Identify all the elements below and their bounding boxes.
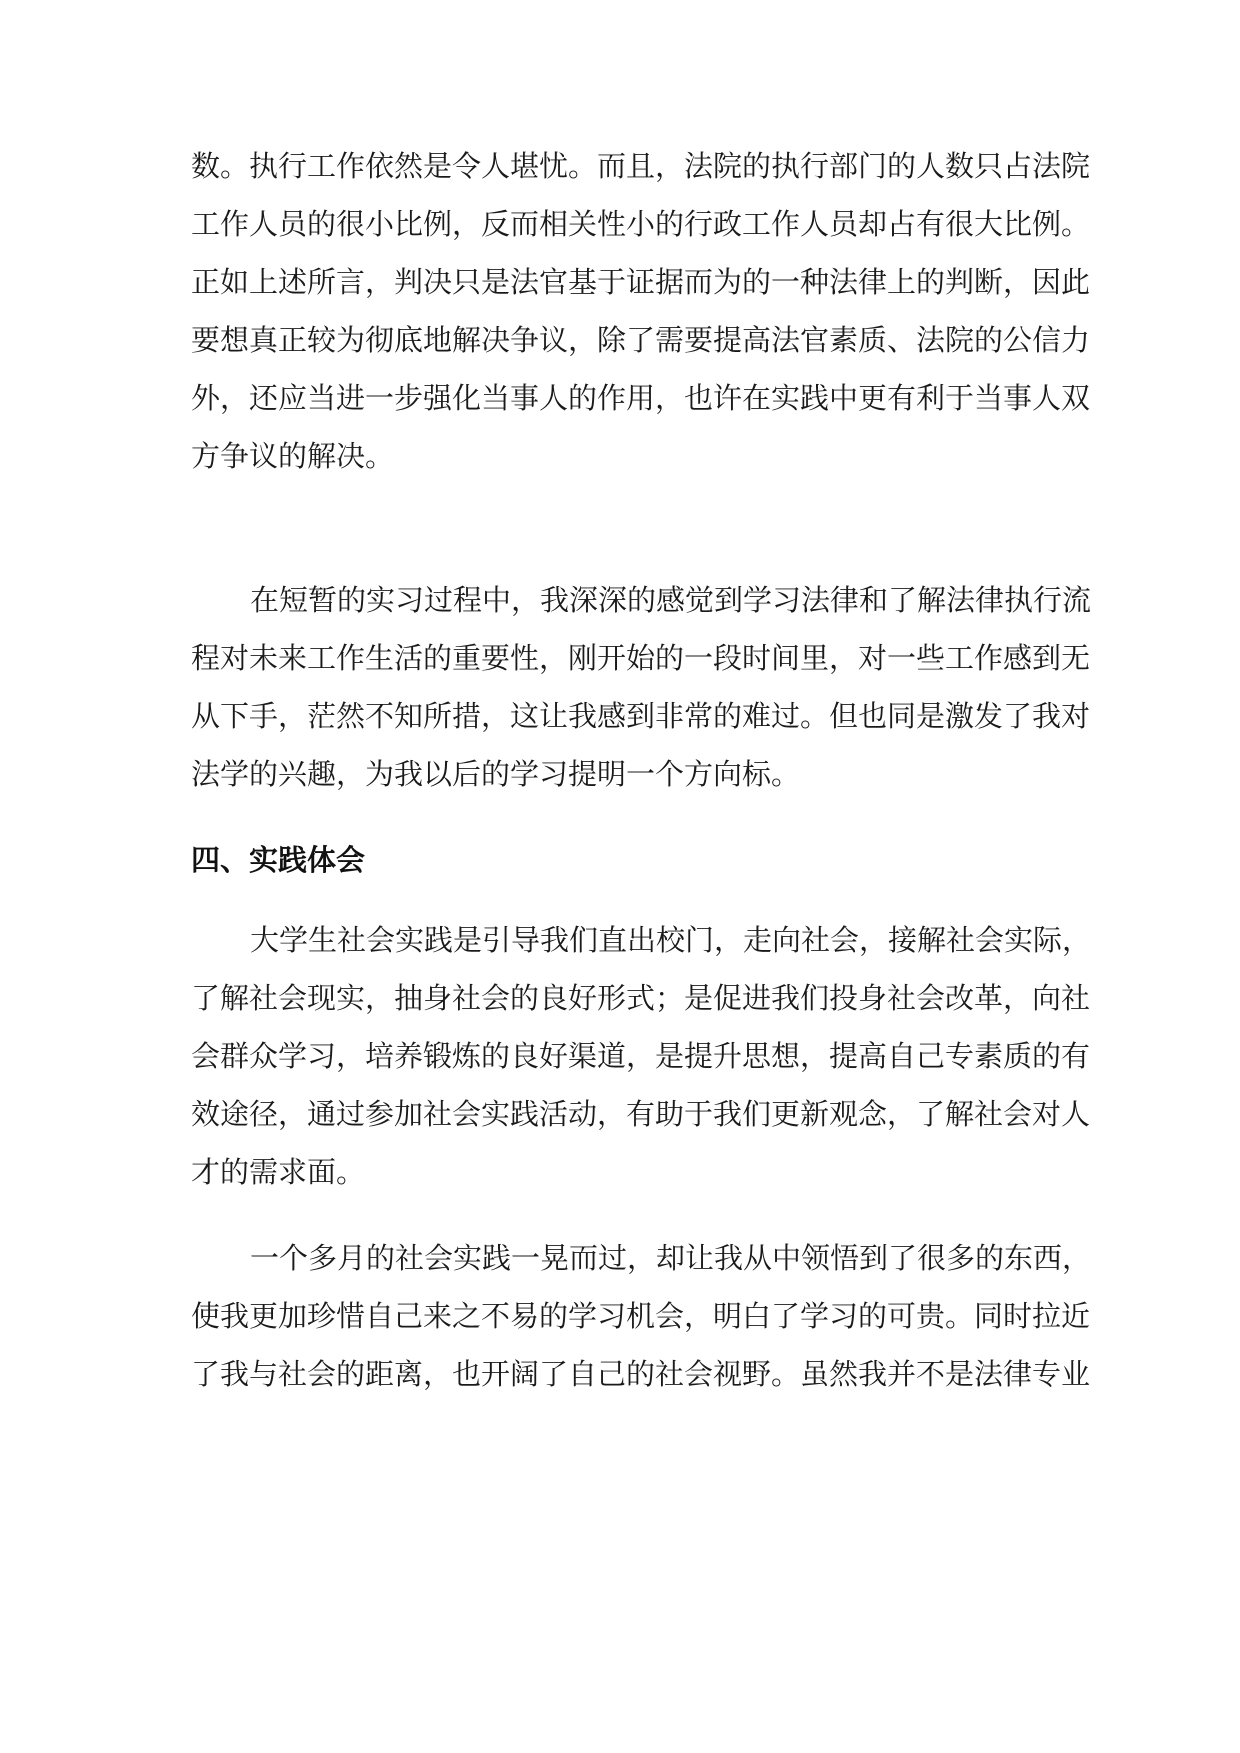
paragraph-1-line-6: 方争议的解决。 — [191, 439, 395, 473]
paragraph-3-line-4: 效途径，通过参加社会实践活动，有助于我们更新观念，了解社会对人 — [191, 1097, 1091, 1131]
paragraph-2-line-3: 从下手，茫然不知所措，这让我感到非常的难过。但也同是激发了我对 — [191, 699, 1091, 733]
paragraph-2-line-1: 在短暂的实习过程中，我深深的感觉到学习法律和了解法律执行流 — [250, 583, 1092, 617]
paragraph-1-line-2: 工作人员的很小比例，反而相关性小的行政工作人员却占有很大比例。 — [191, 207, 1091, 241]
paragraph-3-line-3: 会群众学习，培养锻炼的良好渠道，是提升思想，提高自己专素质的有 — [191, 1039, 1091, 1073]
paragraph-2-line-2: 程对未来工作生活的重要性，刚开始的一段时间里，对一些工作感到无 — [191, 641, 1091, 675]
paragraph-3-line-2: 了解社会现实，抽身社会的良好形式；是促进我们投身社会改革，向社 — [191, 981, 1091, 1015]
paragraph-4-line-1: 一个多月的社会实践一晃而过，却让我从中领悟到了很多的东西， — [250, 1241, 1092, 1275]
paragraph-1-line-1: 数。执行工作依然是令人堪忧。而且，法院的执行部门的人数只占法院 — [191, 149, 1091, 183]
paragraph-2-line-4: 法学的兴趣，为我以后的学习提明一个方向标。 — [191, 757, 801, 791]
paragraph-4-line-3: 了我与社会的距离，也开阔了自己的社会视野。虽然我并不是法律专业 — [191, 1357, 1091, 1391]
paragraph-1-line-3: 正如上述所言，判决只是法官基于证据而为的一种法律上的判断，因此 — [191, 265, 1091, 299]
paragraph-3-line-5: 才的需求面。 — [191, 1155, 366, 1189]
paragraph-4-line-2: 使我更加珍惜自己来之不易的学习机会，明白了学习的可贵。同时拉近 — [191, 1299, 1091, 1333]
paragraph-3-line-1: 大学生社会实践是引导我们直出校门，走向社会，接解社会实际， — [250, 923, 1092, 957]
paragraph-1-line-4: 要想真正较为彻底地解决争议，除了需要提高法官素质、法院的公信力 — [191, 323, 1091, 357]
section-heading: 四、实践体会 — [191, 843, 366, 877]
paragraph-1-line-5: 外，还应当进一步强化当事人的作用，也许在实践中更有利于当事人双 — [191, 381, 1091, 415]
